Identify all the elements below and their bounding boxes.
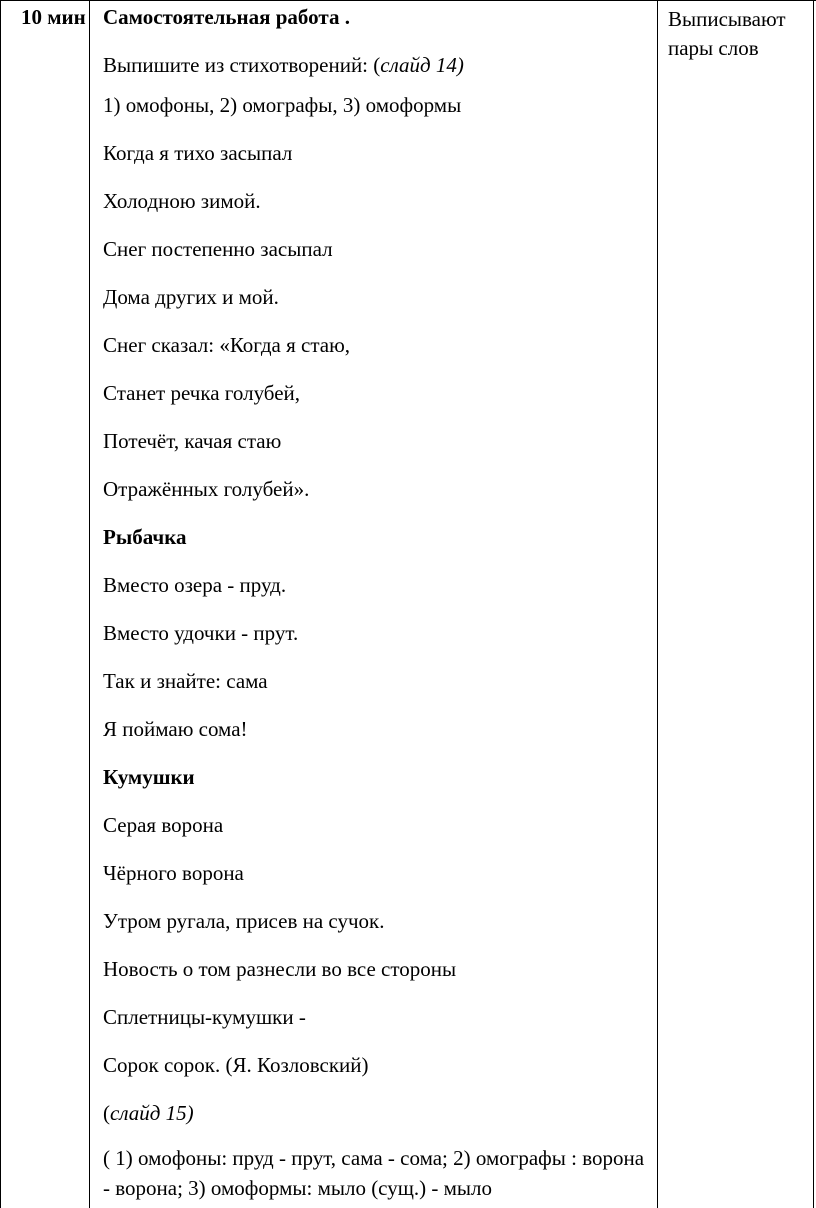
task-heading: Самостоятельная работа .	[103, 5, 350, 29]
student-activity-cell: Выписывают пары слов	[668, 7, 786, 60]
poem2-line: Вместо удочки - прут.	[103, 621, 299, 645]
poem1-line: Когда я тихо засыпал	[103, 141, 293, 165]
poem1-line: Снег сказал: «Когда я стаю,	[103, 333, 351, 357]
poem3-line: Утром ругала, присев на сучок.	[103, 909, 385, 933]
poem1-line: Холодною зимой.	[103, 189, 261, 213]
slide-14-ref: слайд 14)	[380, 53, 464, 77]
poem3-line: Сплетницы-кумушки -	[103, 1005, 306, 1029]
poem3-line: Серая ворона	[103, 813, 224, 837]
poem1-line: Потечёт, качая стаю	[103, 429, 282, 453]
poem1-line: Снег постепенно засыпал	[103, 237, 333, 261]
poem3-line: Сорок сорок. (Я. Козловский)	[103, 1053, 369, 1077]
table-border-top	[0, 0, 816, 1]
poem2-line: Так и знайте: сама	[103, 669, 268, 693]
task-items: 1) омофоны, 2) омографы, 3) омоформы	[103, 93, 462, 117]
poem1-line: Станет речка голубей,	[103, 381, 301, 405]
slide-15-text: слайд 15)	[110, 1101, 194, 1125]
poem1-line: Отражённых голубей».	[103, 477, 310, 501]
slide-15-paren: (	[103, 1101, 110, 1125]
poem2-line: Вместо озера - пруд.	[103, 573, 287, 597]
poem3-line: Чёрного ворона	[103, 861, 244, 885]
slide-15-ref	[103, 1101, 194, 1125]
time-cell: 10 мин	[21, 5, 86, 29]
poem3-title: Кумушки	[103, 765, 195, 789]
poem2-line: Я поймаю сома!	[103, 717, 248, 741]
task-instruction	[103, 53, 464, 77]
poem2-title: Рыбачка	[103, 525, 187, 549]
table-border-right	[813, 0, 814, 1208]
answer-text: ( 1) омофоны: пруд - прут, сама - сома; 2) омографы : ворона - ворона; 3) омоформы: мыло (сущ.) - мыло	[103, 1146, 645, 1200]
table-divider-1	[89, 0, 90, 1208]
poem1-line: Дома других и мой.	[103, 285, 279, 309]
table-divider-2	[657, 0, 658, 1208]
poem3-line: Новость о том разнесли во все стороны	[103, 957, 457, 981]
table-border-left	[0, 0, 1, 1208]
task-instruction-text: Выпишите из стихотворений: (	[103, 53, 381, 77]
